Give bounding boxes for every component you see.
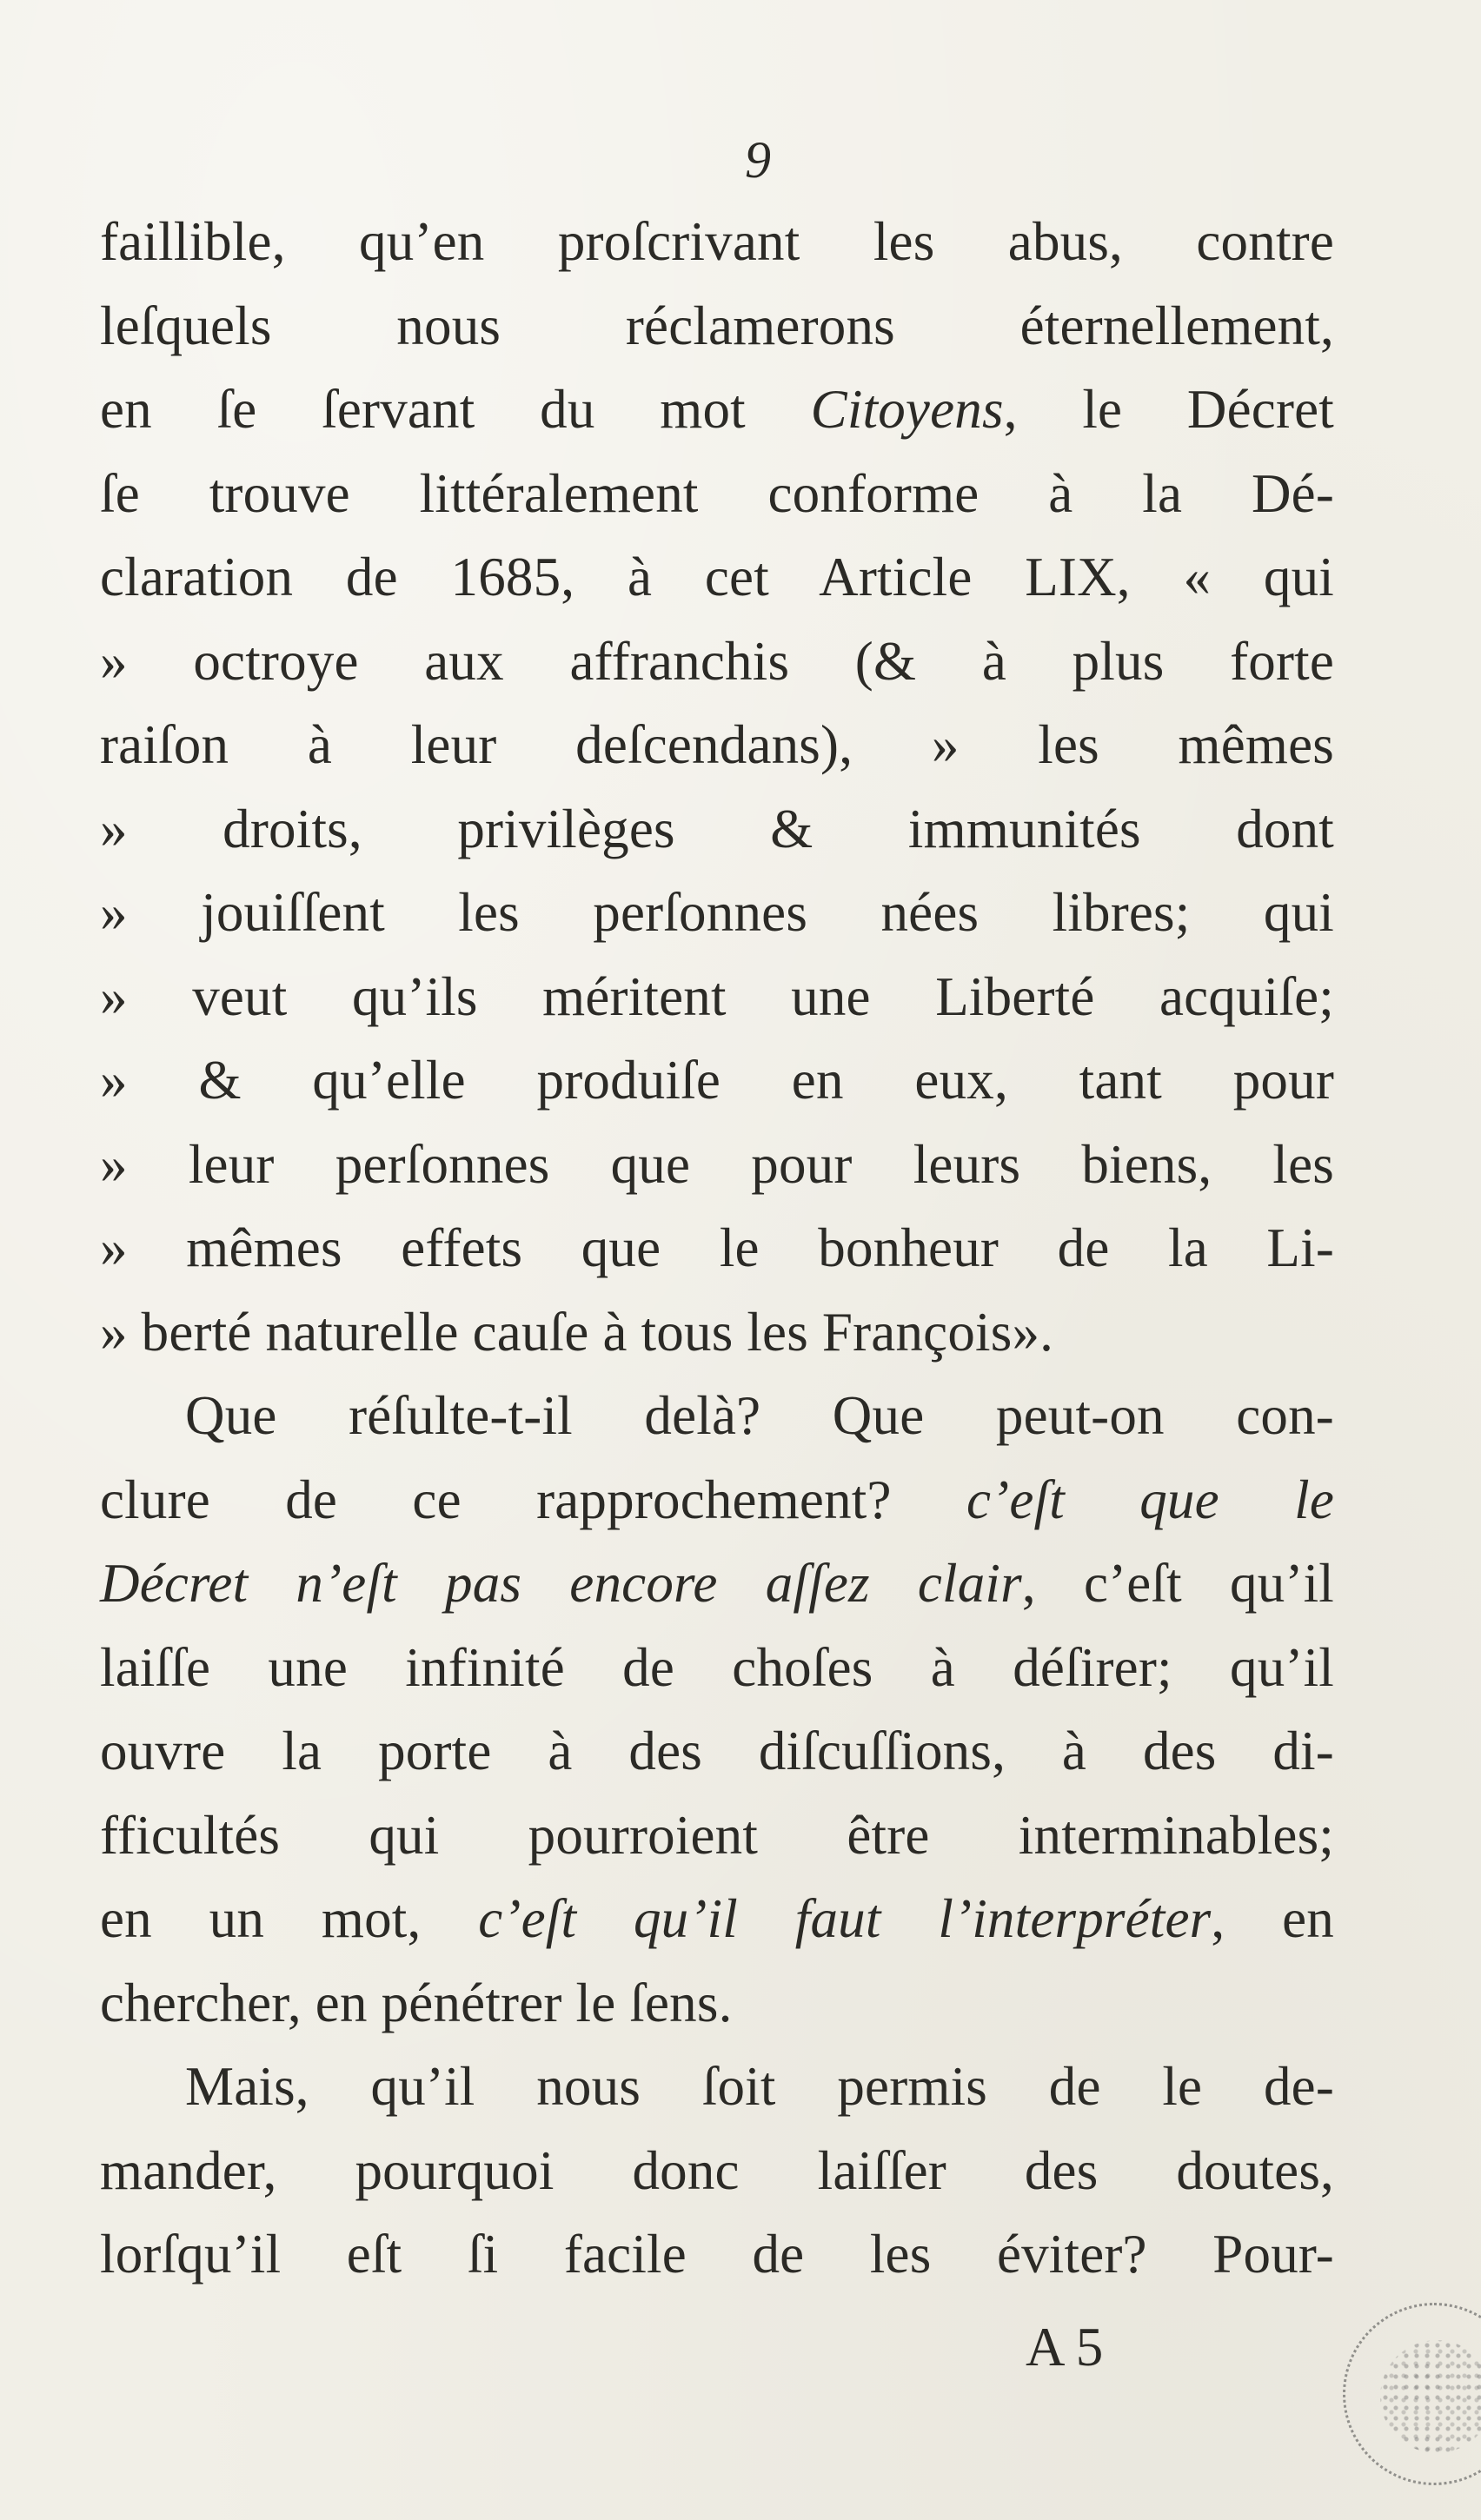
text-segment: mander, pourquoi donc laiſſer des doutes, [100, 2139, 1334, 2201]
text-segment: » mêmes effets que le bonheur de la Li- [100, 1217, 1334, 1278]
text-segment: Mais, qu’il nous ſoit permis de le de- [185, 2056, 1334, 2117]
stamp-emblem [1380, 2340, 1481, 2453]
text-line [100, 1709, 1334, 1794]
text-segment: raiſon à leur deſcendans), » les mêmes [100, 714, 1334, 775]
text-line [100, 1290, 1334, 1375]
text-line [100, 1038, 1334, 1123]
text-line [100, 284, 1334, 368]
text-segment: chercher, en pénétrer le ſens. [100, 1972, 733, 2033]
text-segment: » droits, privilèges & immunités dont [100, 798, 1334, 859]
text-line [100, 452, 1334, 536]
text-line [100, 955, 1334, 1039]
text-line [100, 1961, 1334, 2046]
text-segment: en ſe ſervant du mot [100, 379, 811, 440]
text-segment: » leur perſonnes que pour leurs biens, les [100, 1133, 1334, 1195]
text-segment: » jouiſſent les perſonnes nées libres; qui [100, 882, 1334, 943]
text-segment: Que réſulte-t-il delà? Que peut-on con- [185, 1385, 1334, 1446]
text-line [100, 620, 1334, 704]
text-line [100, 1206, 1334, 1290]
text-segment: fficultés qui pourroient être interminables; [100, 1804, 1334, 1866]
text-segment: en un mot, [100, 1888, 479, 1949]
text-segment: , le Décret [1003, 379, 1334, 440]
text-line [100, 368, 1334, 452]
text-segment: claration de 1685, à cet Article LIX, « qui [100, 547, 1334, 607]
text-line [100, 2212, 1334, 2297]
text-line [100, 1626, 1334, 1710]
text-segment: faillible, qu’en proſcrivant les abus, contre [100, 211, 1334, 272]
text-line [100, 1458, 1334, 1542]
text-segment: ſe trouve littéralement conforme à la Dé- [100, 462, 1334, 524]
text-segment: laiſſe une infinité de choſes à déſirer; qu’il [100, 1636, 1334, 1698]
text-line [100, 1877, 1334, 1961]
text-segment: leſquels nous réclamerons éternellement, [100, 295, 1334, 356]
italic-text: Décret n’eſt pas encore aſſez clair [100, 1553, 1022, 1614]
text-line [100, 787, 1334, 872]
italic-text: c’eſt que le [966, 1469, 1334, 1530]
text-line [100, 2045, 1334, 2129]
body-text [100, 200, 1334, 2297]
text-segment: clure de ce rapprochement? [100, 1469, 966, 1530]
text-segment: ouvre la porte à des diſcuſſions, à des di- [100, 1721, 1334, 1781]
text-line [100, 2129, 1334, 2213]
text-segment: , c’eſt qu’il [1021, 1553, 1334, 1614]
text-segment: » berté naturelle cauſe à tous les François». [100, 1301, 1054, 1363]
signature-mark: A 5 [1026, 2317, 1104, 2377]
text-line [100, 871, 1334, 955]
text-line [100, 1542, 1334, 1626]
text-line [100, 703, 1334, 787]
text-line [100, 1123, 1334, 1207]
library-stamp [1343, 2303, 1481, 2485]
text-segment: » octroye aux affranchis (& à plus forte [100, 630, 1334, 692]
text-segment: » veut qu’ils méritent une Liberté acquiſe; [100, 965, 1334, 1027]
text-segment: , en [1211, 1888, 1335, 1949]
text-line [100, 1794, 1334, 1878]
text-line [100, 200, 1334, 284]
text-line [100, 1374, 1334, 1458]
text-segment: » & qu’elle produiſe en eux, tant pour [100, 1050, 1334, 1111]
italic-text: c’eſt qu’il faut l’interpréter [478, 1888, 1212, 1949]
text-line [100, 535, 1334, 620]
italic-text: Citoyens [810, 379, 1004, 440]
text-segment: lorſqu’il eſt ſi facile de les éviter? Pour- [100, 2224, 1334, 2285]
page-number: 9 [745, 131, 771, 189]
